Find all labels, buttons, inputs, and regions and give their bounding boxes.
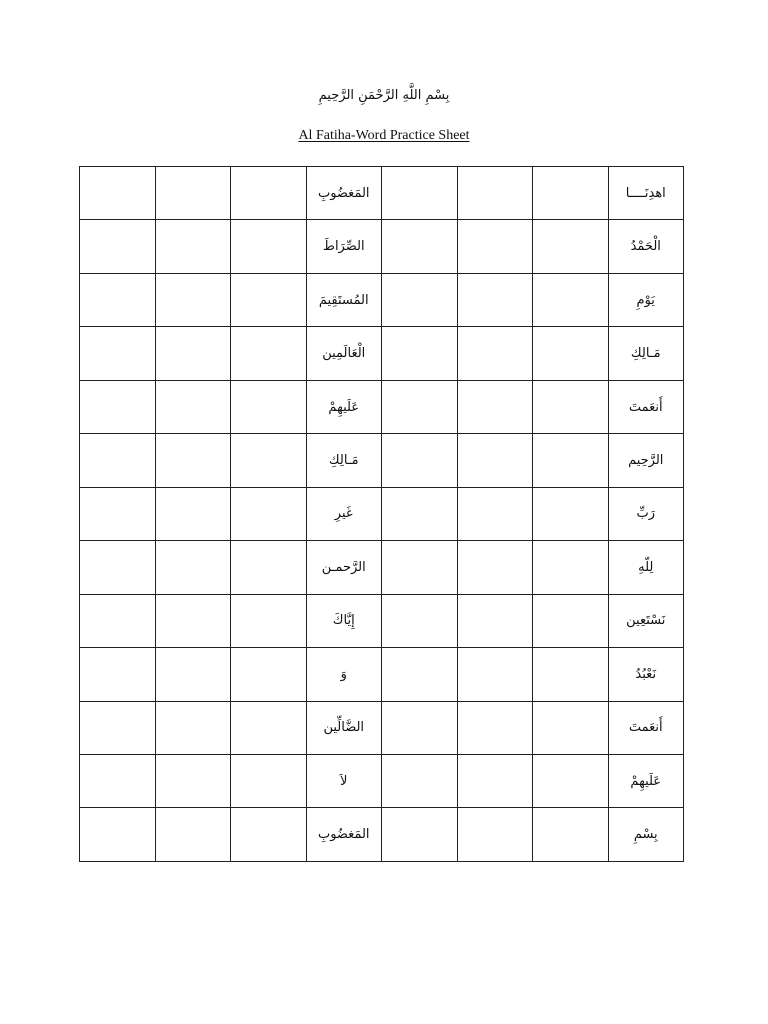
word-cell-right: اهدِنَــــا (608, 167, 684, 220)
word-cell-center: المَغضُوبِ (306, 808, 382, 862)
practice-cell (533, 701, 609, 754)
practice-cell (533, 541, 609, 594)
practice-table-body (80, 167, 684, 862)
practice-cell (382, 541, 458, 594)
practice-cell (457, 487, 533, 540)
table-row (80, 220, 684, 273)
table-row (80, 808, 684, 862)
practice-cell (533, 594, 609, 647)
practice-table (79, 166, 684, 862)
practice-cell (457, 380, 533, 433)
practice-cell (231, 754, 307, 807)
practice-cell (231, 220, 307, 273)
word-cell-right: عَلَيهِمْ (608, 754, 684, 807)
practice-cell (155, 273, 231, 326)
table-row (80, 541, 684, 594)
practice-cell (533, 220, 609, 273)
word-cell-center: لاَ (306, 754, 382, 807)
practice-cell (80, 167, 156, 220)
practice-cell (533, 327, 609, 380)
practice-cell (457, 594, 533, 647)
practice-cell (80, 487, 156, 540)
practice-cell (80, 808, 156, 862)
word-cell-center: وَ (306, 648, 382, 701)
table-row (80, 754, 684, 807)
practice-cell (231, 808, 307, 862)
table-row (80, 648, 684, 701)
practice-cell (80, 594, 156, 647)
word-cell-right: بِسْمِ (608, 808, 684, 862)
table-row (80, 434, 684, 487)
practice-cell (155, 594, 231, 647)
page-title-text: Al Fatiha-Word Practice Sheet (298, 128, 470, 143)
practice-cell (533, 487, 609, 540)
word-cell-center: الصِّرَاطَ (306, 220, 382, 273)
word-cell-center: عَلَيهِمْ (306, 380, 382, 433)
word-cell-right: رَبِّ (608, 487, 684, 540)
word-cell-right: أَنعَمتَ (608, 701, 684, 754)
table-row (80, 167, 684, 220)
practice-cell (457, 167, 533, 220)
page-title (0, 128, 768, 144)
table-row (80, 327, 684, 380)
practice-cell (533, 434, 609, 487)
practice-cell (155, 220, 231, 273)
practice-cell (80, 380, 156, 433)
practice-cell (457, 754, 533, 807)
practice-cell (231, 434, 307, 487)
practice-cell (80, 327, 156, 380)
word-cell-center: مَـالِكِ (306, 434, 382, 487)
word-cell-center: المُستَقِيمَ (306, 273, 382, 326)
table-row (80, 487, 684, 540)
table-row (80, 701, 684, 754)
practice-cell (382, 220, 458, 273)
word-cell-right: الرَّحِيم (608, 434, 684, 487)
practice-cell (457, 701, 533, 754)
practice-cell (382, 434, 458, 487)
word-cell-right: يَوْمِ (608, 273, 684, 326)
bismillah-heading: بِسْمِ اللَّهِ الرَّحْمَنِ الرَّحِيمِ (318, 88, 450, 103)
word-cell-right: أَنعَمتَ (608, 380, 684, 433)
practice-cell (155, 808, 231, 862)
practice-cell (80, 434, 156, 487)
practice-cell (382, 380, 458, 433)
word-cell-right: لِلّهِ (608, 541, 684, 594)
practice-cell (457, 220, 533, 273)
practice-cell (533, 754, 609, 807)
word-cell-center: الضَّالِّين (306, 701, 382, 754)
practice-cell (457, 808, 533, 862)
practice-cell (231, 701, 307, 754)
practice-cell (155, 434, 231, 487)
practice-cell (231, 541, 307, 594)
practice-cell (457, 541, 533, 594)
word-cell-center: الْعَالَمِين (306, 327, 382, 380)
word-cell-right: مَـالِكِ (608, 327, 684, 380)
practice-cell (231, 594, 307, 647)
practice-cell (155, 701, 231, 754)
practice-cell (382, 327, 458, 380)
practice-cell (382, 808, 458, 862)
table-row (80, 273, 684, 326)
practice-cell (457, 273, 533, 326)
practice-cell (457, 434, 533, 487)
practice-cell (533, 167, 609, 220)
practice-cell (80, 273, 156, 326)
practice-cell (231, 273, 307, 326)
practice-cell (382, 754, 458, 807)
practice-cell (155, 541, 231, 594)
practice-cell (382, 594, 458, 647)
word-cell-right: نَعْبُدُ (608, 648, 684, 701)
practice-cell (80, 701, 156, 754)
practice-cell (382, 701, 458, 754)
practice-cell (155, 754, 231, 807)
practice-cell (231, 648, 307, 701)
practice-cell (533, 808, 609, 862)
word-cell-center: الرَّحمـن (306, 541, 382, 594)
word-cell-center: غَيرِ (306, 487, 382, 540)
word-cell-center: إِيَّاكَ (306, 594, 382, 647)
practice-cell (382, 487, 458, 540)
practice-cell (533, 648, 609, 701)
practice-cell (80, 648, 156, 701)
table-row (80, 594, 684, 647)
practice-cell (155, 648, 231, 701)
practice-cell (155, 167, 231, 220)
practice-cell (231, 167, 307, 220)
practice-cell (533, 380, 609, 433)
practice-cell (231, 380, 307, 433)
practice-cell (231, 487, 307, 540)
practice-cell (382, 167, 458, 220)
practice-cell (80, 541, 156, 594)
practice-cell (155, 380, 231, 433)
practice-cell (533, 273, 609, 326)
word-cell-center: المَغضُوبِ (306, 167, 382, 220)
practice-cell (80, 220, 156, 273)
word-cell-right: نَسْتَعِين (608, 594, 684, 647)
table-row (80, 380, 684, 433)
practice-cell (382, 273, 458, 326)
practice-cell (155, 327, 231, 380)
practice-cell (155, 487, 231, 540)
practice-cell (457, 327, 533, 380)
practice-cell (382, 648, 458, 701)
practice-cell (457, 648, 533, 701)
practice-cell (231, 327, 307, 380)
word-cell-right: الْحَمْدُ (608, 220, 684, 273)
practice-cell (80, 754, 156, 807)
